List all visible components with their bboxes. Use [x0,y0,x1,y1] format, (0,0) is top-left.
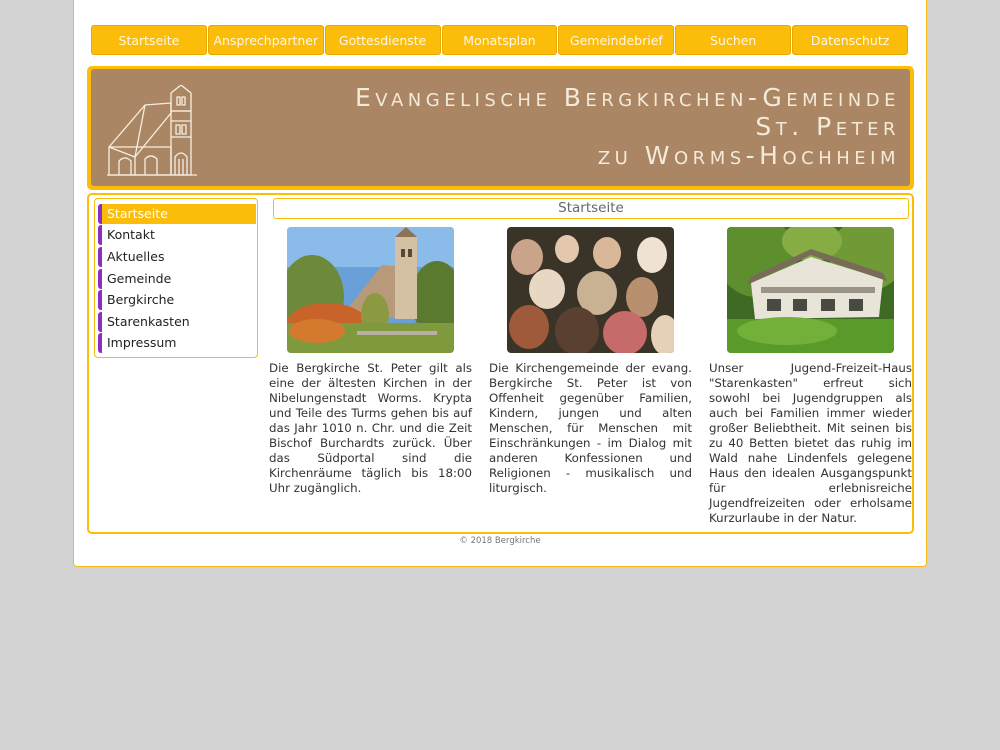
title-line-1: Evangelische Bergkirchen-Gemeinde [355,83,900,112]
nav-datenschutz[interactable]: Datenschutz [792,25,908,55]
sidebar-item-aktuelles[interactable]: Aktuelles [98,247,256,267]
nav-suchen[interactable]: Suchen [675,25,791,55]
sidebar-menu [94,198,258,358]
main-nav [91,25,908,55]
content-column-gemeinde [489,227,692,496]
page-container [73,0,927,567]
site-title [355,83,900,170]
church-photo[interactable] [287,227,454,353]
content-column-bergkirche [269,227,472,496]
footer-copyright: © 2018 Bergkirche [459,536,541,546]
content-column-starenkasten [709,227,912,526]
church-logo-icon[interactable] [105,85,201,177]
sidebar-item-gemeinde[interactable]: Gemeinde [98,269,256,289]
column-text: Die Bergkirche St. Peter gilt als eine der ältesten Kirchen in der Nibelungenstadt Worms. Krypta und Teile des Turms gehen bis auf das Jahr 1010 n. Chr. und die Zeit Bischof Burchardts zurück. Über das Südportal sind die Kirchenräume täglich bis 18:00 Uhr zugänglich. [269,361,472,495]
sidebar-item-bergkirche[interactable]: Bergkirche [98,290,256,310]
nav-ansprechpartner[interactable]: Ansprechpartner [208,25,324,55]
column-text: Die Kirchengemeinde der evang. Bergkirche St. Peter ist von Offenheit gegenüber Familien, Kindern, jungen und alten Menschen, für Menschen mit Einschränkungen - im Dialog mit anderen Konfessionen und Religionen - musikalisch und liturgisch. [489,361,692,495]
nav-gottesdienste[interactable]: Gottesdienste [325,25,441,55]
sidebar-item-kontakt[interactable]: Kontakt [98,225,256,245]
page-title: Startseite [273,198,909,219]
title-line-3: zu Worms-Hochheim [597,141,900,170]
nav-gemeindebrief[interactable]: Gemeindebrief [558,25,674,55]
congregation-photo[interactable] [507,227,674,353]
header-banner [87,66,914,190]
starenkasten-photo[interactable] [727,227,894,353]
sidebar-item-startseite[interactable]: Startseite [98,204,256,224]
sidebar-item-starenkasten[interactable]: Starenkasten [98,312,256,332]
sidebar-item-impressum[interactable]: Impressum [98,333,256,353]
header-inner [91,69,910,186]
nav-monatsplan[interactable]: Monatsplan [442,25,558,55]
nav-startseite[interactable]: Startseite [91,25,207,55]
title-line-2: St. Peter [755,112,900,141]
column-text: Unser Jugend-Freizeit-Haus "Starenkasten" erfreut sich sowohl bei Jugendgruppen als auch bei Familien immer wieder großer Beliebtheit. Mit seinen bis zu 40 Betten bietet das ruhig im Wald nahe Lindenfels gelegene Haus den idealen Ausgangspunkt für erlebnisreiche Jugendfreizeiten oder erholsame Kurzurlaube in der Natur. [709,361,912,525]
